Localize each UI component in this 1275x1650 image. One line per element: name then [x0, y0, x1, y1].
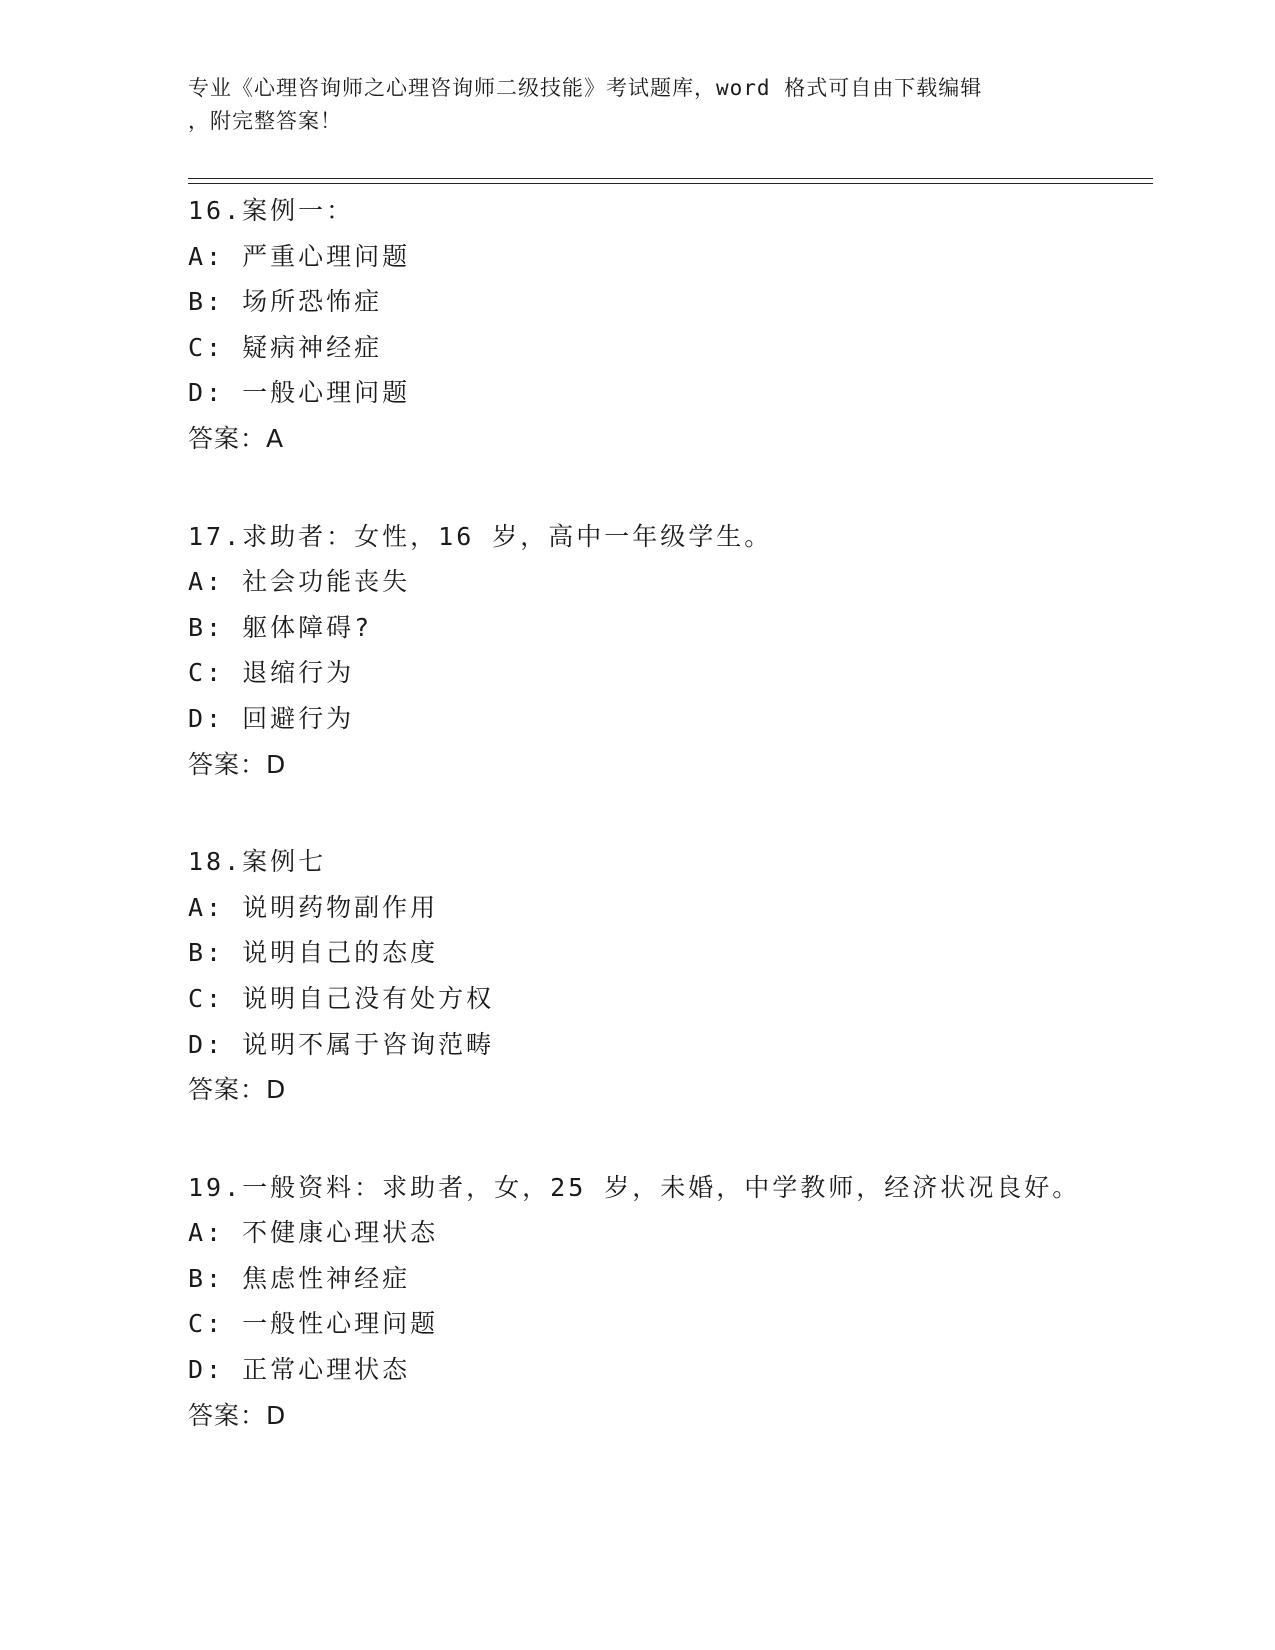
option-b: B: 躯体障碍? [188, 612, 373, 642]
option-c: C: 一般性心理问题 [188, 1309, 439, 1339]
question-18 [188, 839, 1148, 1113]
option-d: D: 正常心理状态 [188, 1355, 411, 1385]
option-c: C: 退缩行为 [188, 658, 355, 688]
option-b: B: 场所恐怖症 [188, 287, 383, 317]
question-stem: 17.求助者：女性，16 岁，高中一年级学生。 [188, 521, 773, 551]
option-c: C: 说明自己没有处方权 [188, 983, 495, 1013]
question-stem: 19.一般资料：求助者，女，25 岁，未婚，中学教师，经济状况良好。 [188, 1172, 1081, 1202]
option-a: A: 不健康心理状态 [188, 1218, 439, 1248]
option-d: D: 一般心理问题 [188, 378, 411, 408]
header-divider-bottom [188, 183, 1153, 184]
question-16 [188, 188, 1148, 462]
question-19 [188, 1165, 1148, 1439]
option-b: B: 焦虑性神经症 [188, 1263, 411, 1293]
option-d: D: 说明不属于咨询范畴 [188, 1029, 495, 1059]
option-d: D: 回避行为 [188, 703, 355, 733]
header-line-2: ，附完整答案！ [188, 109, 342, 133]
question-stem: 16.案例一： [188, 196, 355, 225]
header-line-1: 专业《心理咨询师之心理咨询师二级技能》考试题库，word 格式可自由下载编辑 [188, 76, 983, 100]
question-list [188, 188, 1148, 1490]
option-b: B: 说明自己的态度 [188, 938, 439, 968]
option-a: A: 说明药物副作用 [188, 892, 439, 922]
header-divider-top [188, 178, 1153, 179]
answer-line: 答案：D [188, 749, 287, 779]
option-a: A: 严重心理问题 [188, 241, 411, 271]
answer-line: 答案：D [188, 1400, 287, 1430]
question-17 [188, 514, 1148, 788]
document-header [188, 72, 1088, 138]
question-stem: 18.案例七 [188, 847, 327, 877]
answer-line: 答案：A [188, 423, 285, 453]
option-c: C: 疑病神经症 [188, 332, 383, 362]
option-a: A: 社会功能丧失 [188, 567, 411, 597]
answer-line: 答案：D [188, 1075, 287, 1105]
